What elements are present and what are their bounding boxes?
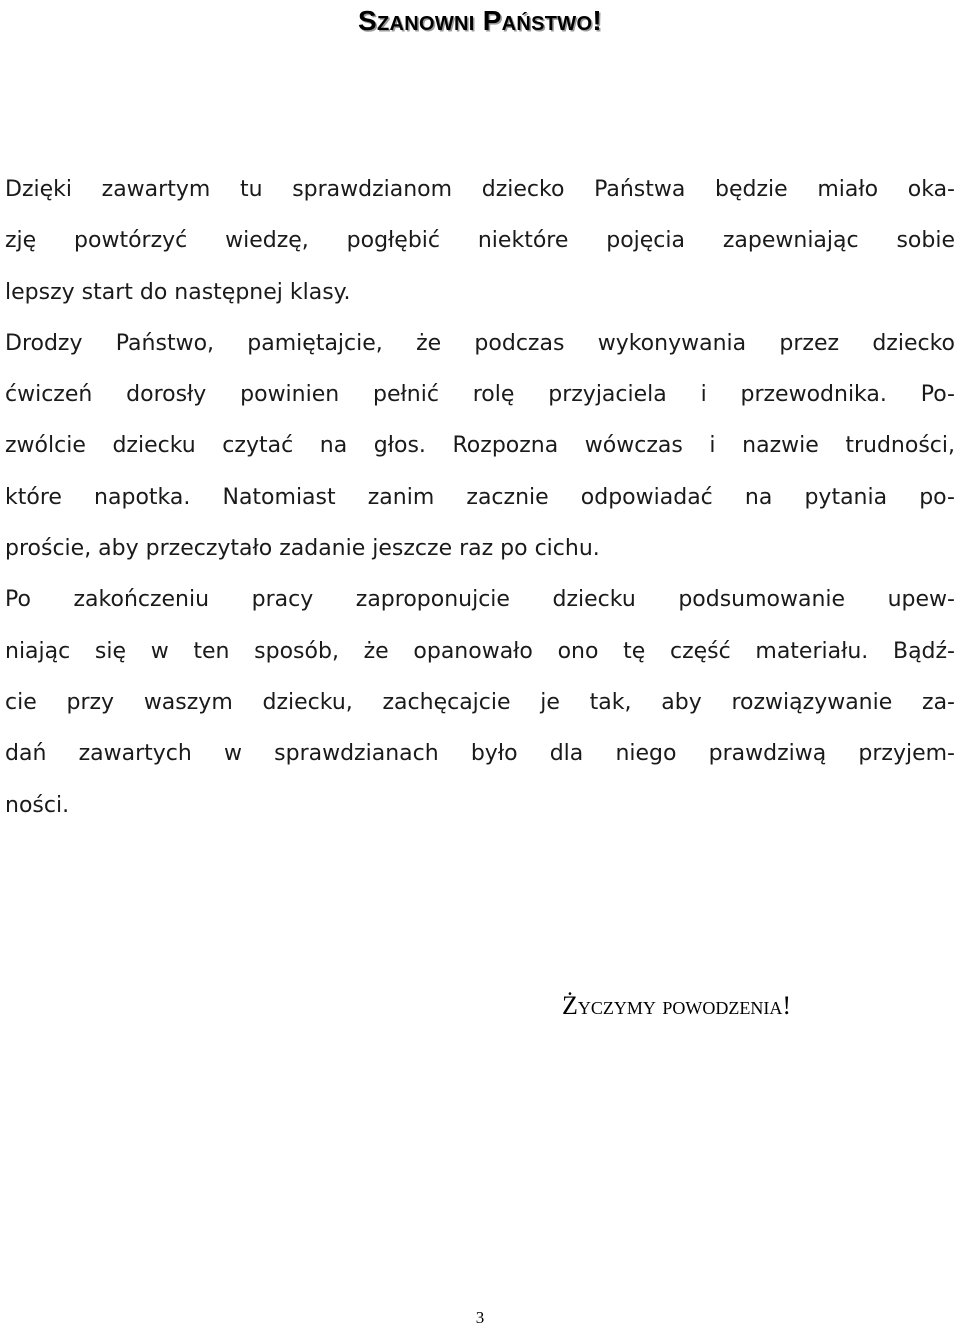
text-line: lepszy start do następnej klasy.: [5, 279, 351, 305]
text-line: proście, aby przeczytało zadanie jeszcze raz po cichu.: [5, 536, 600, 562]
text-line: zję powtórzyć wiedzę, pogłębić niektóre pojęcia zapewniając sobie: [5, 228, 955, 254]
text-line: dań zawartych w sprawdzianach było dla niego prawdziwą przyjem-: [5, 741, 955, 767]
text-line: zwólcie dziecku czytać na głos. Rozpozna wówczas i nazwie trudności,: [5, 433, 955, 459]
text-line: ności.: [5, 792, 70, 818]
text-line: Drodzy Państwo, pamiętajcie, że podczas wykonywania przez dziecko: [5, 330, 955, 356]
paragraph-intro: [5, 164, 955, 318]
paragraph-summary: [5, 574, 955, 830]
paragraph-guidance: [5, 318, 955, 574]
text-line: Dzięki zawartym tu sprawdzianom dziecko Państwa będzie miało oka-: [5, 177, 955, 202]
page-number: 3: [475, 1308, 485, 1327]
body-text: [5, 164, 955, 831]
text-line: niając się w ten sposób, że opanowało ono tę część materiału. Bądź-: [5, 638, 955, 664]
text-line: Po zakończeniu pracy zaproponujcie dziecku podsumowanie upew-: [5, 587, 955, 613]
text-line: cie przy waszym dziecku, zachęcajcie je tak, aby rozwiązywanie za-: [5, 689, 955, 715]
text-line: ćwiczeń dorosły powinien pełnić rolę przyjaciela i przewodnika. Po-: [5, 382, 955, 408]
closing-wish: Życzymy powodzenia!: [562, 991, 792, 1020]
page-title: Szanowni Państwo!: [358, 5, 602, 36]
text-line: które napotka. Natomiast zanim zacznie odpowiadać na pytania po-: [5, 484, 955, 510]
